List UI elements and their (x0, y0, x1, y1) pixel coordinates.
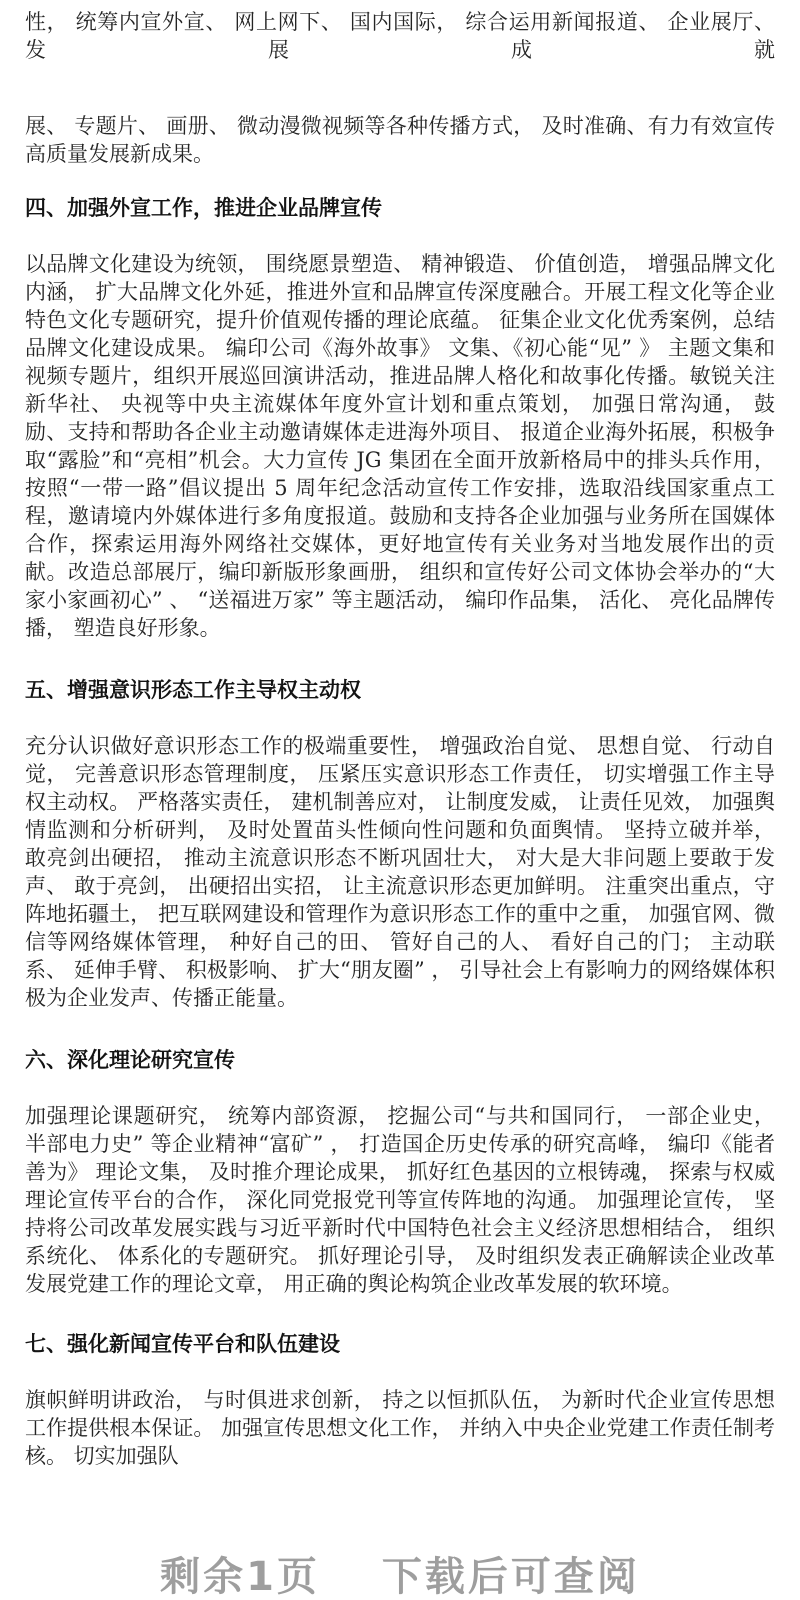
section-body-5: 充分认识做好意识形态工作的极端重要性， 增强政治自觉、 思想自觉、 行动自觉， 完善意识形态管理制度， 压紧压实意识形态工作责任， 切实增强工作主导权主动权。 严格落实责任， 建机制善应对， 让制度发威， 让责任见效， 加强舆情监测和分析研判， 及时处置苗头性倾向性问题和负面舆情。 坚持立破并举， 敢亮剑出硬招， 推动主流意识形态不断巩固壮大， 对大是大非问题上要敢于发声、 敢于亮剑， 出硬招出实招， 让主流意识形态更加鲜明。 注重突出重点，守阵地拓疆土， 把互联网建设和管理作为意识形态工作的重中之重， 加强官网、微信等网络媒体管理， 种好自己的田、 管好自己的人、 看好自己的门； 主动联系、 延伸手臂、 积极影响、 扩大“朋友圈” ， 引导社会上有影响力的网络媒体积极为企业发声、传播正能量。 (25, 734, 775, 1010)
section-heading-5: 五、增强意识形态工作主导权主动权 (25, 678, 361, 702)
intro-fragment-line-1: 性， 统筹内宣外宣、 网上网下、 国内国际， 综合运用新闻报道、 企业展厅、 发展成就 (25, 10, 775, 62)
intro-fragment-line-2: 展、 专题片、 画册、 微动漫微视频等各种传播方式， 及时准确、有力有效宣传高质量发展新成果。 (25, 114, 775, 166)
section-heading-4: 四、加强外宣工作，推进企业品牌宣传 (25, 196, 382, 220)
section-body-6: 加强理论课题研究， 统筹内部资源， 挖掘公司“与共和国同行， 一部企业史， 半部电力史” 等企业精神“富矿” ， 打造国企历史传承的研究高峰， 编印《能者善为》 理论文集， 及时推介理论成果， 抓好红色基因的立根铸魂， 探索与权威理论宣传平台的合作， 深化同党报党刊等宣传阵地的沟通。 加强理论宣传， 坚持将公司改革发展实践与习近平新时代中国特色社会主义经济思想相结合， 组织系统化、 体系化的专题研究。 抓好理论引导， 及时组织发表正确解读企业改革发展党建工作的理论文章， 用正确的舆论构筑企业改革发展的软环境。 (25, 1104, 775, 1296)
section-body-4: 以品牌文化建设为统领， 围绕愿景塑造、 精神锻造、 价值创造， 增强品牌文化内涵， 扩大品牌文化外延，推进外宣和品牌宣传深度融合。开展工程文化等企业特色文化专题研究，提升价值观传播的理论底蕴。 征集企业文化优秀案例，总结品牌文化建设成果。 编印公司《海外故事》 文集、《初心能“见” 》 主题文集和视频专题片，组织开展巡回演讲活动，推进品牌人格化和故事化传播。敏锐关注新华社、 央视等中央主流媒体年度外宣计划和重点策划， 加强日常沟通， 鼓励、支持和帮助各企业主动邀请媒体走进海外项目、 报道企业海外拓展，积极争取“露脸”和“亮相”机会。大力宣传 JG 集团在全面开放新格局中的排头兵作用， 按照“一带一路”倡议提出 5 周年纪念活动宣传工作安排，选取沿线国家重点工程，邀请境内外媒体进行多角度报道。鼓励和支持各企业加强与业务所在国媒体合作，探索运用海外网络社交媒体，更好地宣传有关业务对当地发展作出的贡献。改造总部展厅，编印新版形象画册， 组织和宣传好公司文体协会举办的“大家小家画初心” 、 “送福进万家” 等主题活动， 编印作品集， 活化、 亮化品牌传播， 塑造良好形象。 (25, 252, 775, 640)
preview-remaining-notice (25, 1554, 775, 1600)
section-heading-7: 七、强化新闻宣传平台和队伍建设 (25, 1332, 340, 1356)
download-to-view-text: 下载后可查阅 (381, 1554, 640, 1600)
section-heading-6: 六、深化理论研究宣传 (25, 1048, 235, 1072)
section-body-7: 旗帜鲜明讲政治， 与时俱进求创新， 持之以恒抓队伍， 为新时代企业宣传思想工作提供根本保证。 加强宣传思想文化工作， 并纳入中央企业党建工作责任制考核。 切实加强队 (25, 1388, 775, 1468)
remaining-pages-text: 剩余1页 (160, 1554, 320, 1600)
